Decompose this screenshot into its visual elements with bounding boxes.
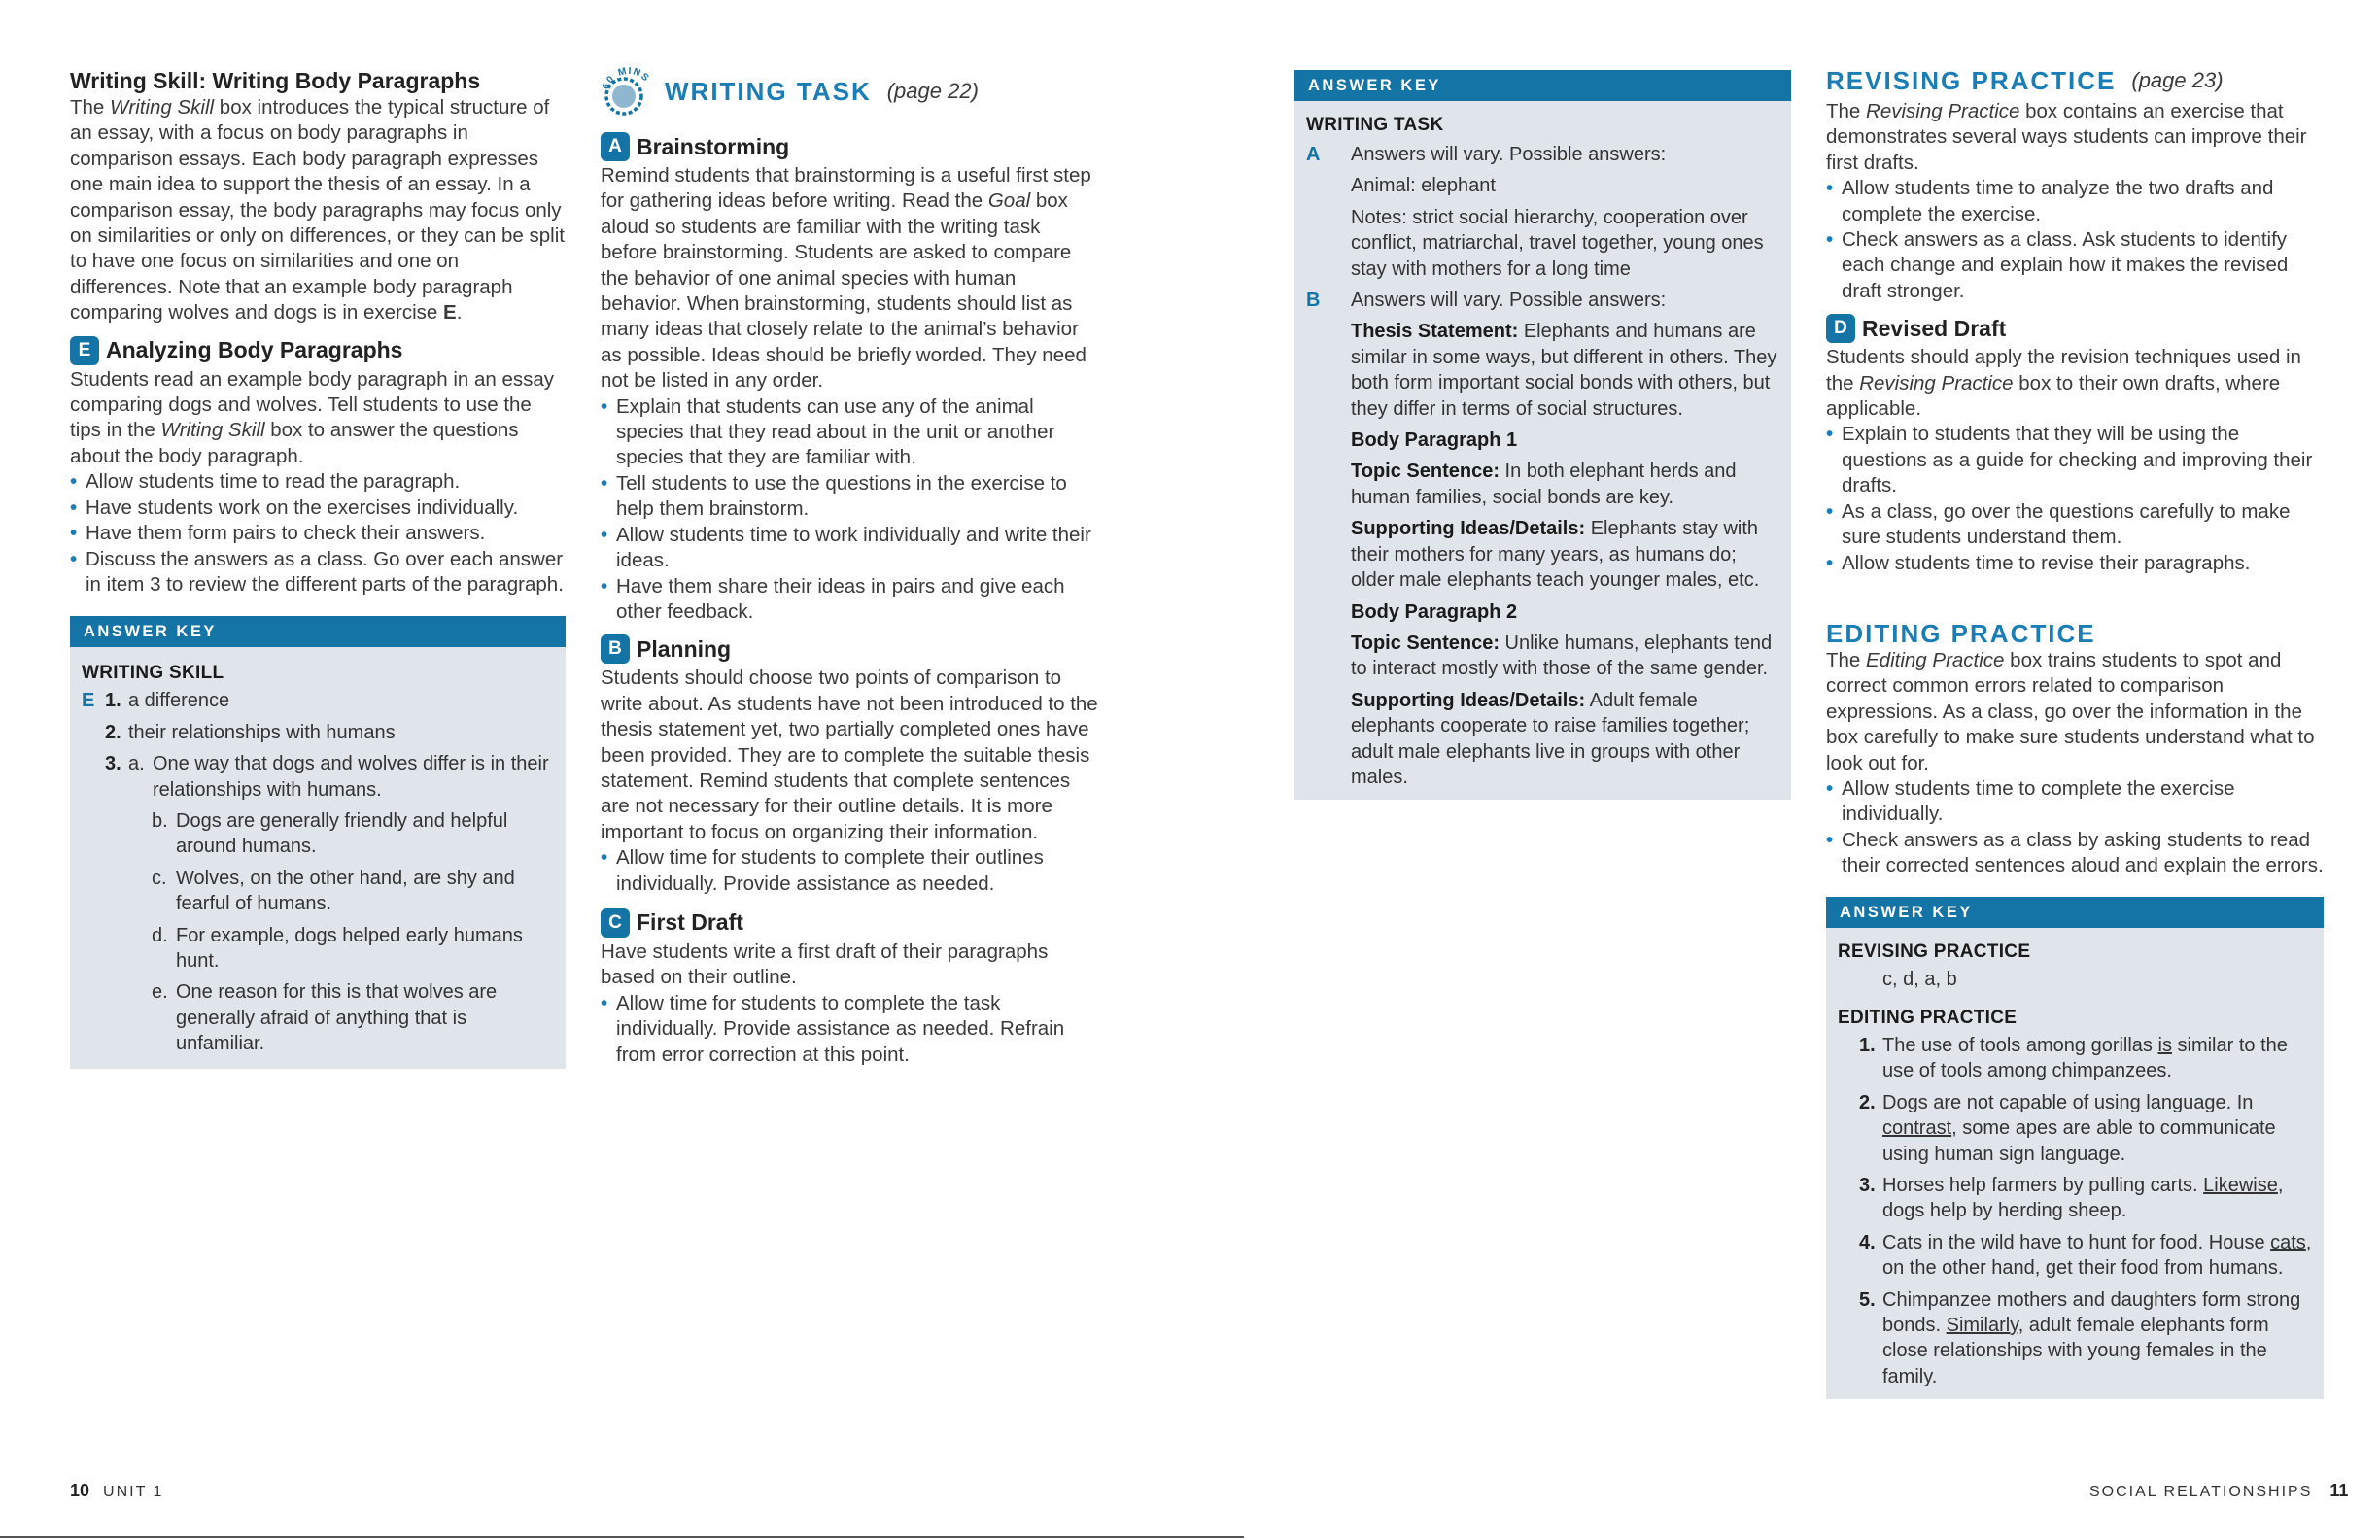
answer-text: their relationships with humans [128,721,396,743]
list-item: • Explain to students that they will be using the questions as a guide for checking and improving their drafts. [1826,422,2324,498]
section-c-text: Have students write a first draft of their paragraphs based on their outline. [601,940,1049,989]
answer-a-animal: Animal: elephant [1351,175,1496,197]
answer-text [1882,1090,2312,1167]
thesis-text: Elephants and humans are similar in some ways, but different in others. They both form important social bonds with others, but they differ in terms of social structures. [1351,321,1777,420]
answer-key-title: ANSWER KEY [1294,70,1791,101]
writing-skill-heading: Writing Skill: Writing Body Paragraphs [70,68,481,93]
editing-practice-title: EDITING PRACTICE [1826,618,2096,648]
editing-practice-text [1826,648,2324,776]
list-item: • Have them share their ideas in pairs and give each other feedback. [601,574,1098,626]
revising-practice-heading [1826,62,2324,99]
answer-num: 3. [105,753,121,775]
support-text: Adult female elephants cooperate to raise families together; adult male elephants live in groups with other males. [1351,689,1750,788]
section-c-bullets [601,991,1098,1068]
section-c-title: First Draft [637,909,743,936]
list-item: • Allow students time to read the paragraph. [70,469,566,495]
answer-key-writing-skill [70,616,566,1068]
intro-text-2: box introduces the typical structure of an essay, with a focus on body paragraphs in comparison essays. Each body paragraph expresses one main idea to support the thesis of an essay. In a comparison essay, the body paragraphs may focus only on similarities or only on differences, or they can be split to have one focus on similarities and one on differences. Note that an example body paragraph comparing wolves and dogs is in exercise [70,96,565,325]
list-item: • Discuss the answers as a class. Go over each answer in item 3 to review the different parts of the paragraph. [70,547,566,599]
far-right-column [1826,62,2324,1399]
section-e-text-em: Writing Skill [160,419,265,442]
answer-underlined: contrast [1882,1117,1952,1140]
topic-sentence-2 [1351,631,1779,682]
support-label: Supporting Ideas/Details: [1351,518,1586,540]
answer-text [1882,1033,2312,1084]
answer-underlined: cats [2270,1231,2306,1253]
revising-answer: c, d, a, b [1882,968,1957,990]
section-a-title: Brainstorming [637,133,790,159]
list-item: • Allow time for students to complete the task individually. Provide assistance as needed. Refrain from error correction at this point. [601,991,1098,1068]
list-item: • Allow time for students to complete their outlines individually. Provide assistance as needed. [601,845,1098,897]
answer-pre: Horses help farmers by pulling carts. [1882,1175,2204,1196]
support-label: Supporting Ideas/Details: [1351,689,1586,711]
intro-em: Writing Skill [110,96,215,119]
answer-underlined: Similarly [1946,1315,2018,1337]
list-item: • Allow students time to complete the exercise individually. [1826,776,2324,828]
answer-pre: The use of tools among gorillas [1882,1034,2158,1056]
section-b-heading [601,633,1098,666]
answer-key-title: ANSWER KEY [70,616,566,647]
clock-icon [601,60,657,122]
list-item: • Allow students time to analyze the two drafts and complete the exercise. [1826,176,2324,227]
timer-label: 60 MINS [601,65,652,91]
sub-text: Dogs are generally friendly and helpful around humans. [176,809,508,858]
answer-underlined: Likewise [2203,1175,2278,1196]
revising-practice-page: (page 23) [2131,68,2224,92]
answer-letter: E [82,690,95,712]
body-paragraph-2-label: Body Paragraph 2 [1351,600,1518,623]
writing-task-heading [601,60,1098,122]
writing-skill-intro [70,95,566,326]
revising-text-em: Revising Practice [1866,100,2020,122]
unit-label: UNIT 1 [103,1484,164,1500]
section-e-text [70,367,566,470]
answer-post: , adult female elephants form close relationships with young females in the family. [1882,1315,2269,1387]
sub-letter: b. [152,809,168,832]
section-a-bullets [601,394,1098,626]
editing-answer-1 [1838,1033,2312,1084]
answer-a [1306,142,1779,282]
intro-text: The [70,96,111,119]
sub-letter: a. [128,753,145,775]
sub-text: One way that dogs and wolves differ is in their relationships with humans. [153,753,549,801]
editing-answer-5 [1838,1287,2312,1390]
section-b-bullets [601,845,1098,897]
page-number-left: 10 [70,1481,90,1500]
answer-pre: Chimpanzee mothers and daughters form strong bonds. [1882,1288,2301,1337]
list-item: • Allow students time to work individually and write their ideas. [601,523,1098,574]
list-item: • Have them form pairs to check their answers. [70,521,566,546]
left-column [70,66,566,1069]
answer-text [1882,1173,2312,1224]
section-a-text [601,163,1098,394]
editing-text-em: Editing Practice [1866,648,2005,671]
section-d-text [1826,345,2324,422]
section-a-badge: A [601,132,630,161]
sub-letter: d. [152,924,168,946]
answer-text [1882,1230,2312,1282]
revising-section-label: REVISING PRACTICE [1838,941,2031,962]
answer-num: 3. [1859,1175,1876,1196]
section-d-title: Revised Draft [1862,315,2007,341]
answer-key-section: WRITING TASK [1306,115,1444,135]
section-d-heading [1826,312,2324,345]
answer-underlined: is [2157,1034,2172,1056]
editing-section-label: EDITING PRACTICE [1838,1007,2018,1028]
answer-row-1 [82,688,554,713]
thesis-label: Thesis Statement: [1351,321,1519,343]
middle-column [601,60,1098,1068]
topic-label: Topic Sentence: [1351,461,1500,483]
sub-answer [128,808,554,860]
answer-num: 1. [105,690,121,712]
answer-num: 4. [1859,1231,1876,1253]
section-d-text-em: Revising Practice [1859,371,2014,394]
timer-icon [601,60,657,122]
sub-answer [128,866,554,917]
section-d-badge: D [1826,314,1855,343]
section-d-bullets [1826,422,2324,575]
answer-text: a difference [128,690,230,712]
section-c-badge: C [601,908,630,938]
section-b-text: Students should choose two points of comparison to write about. As students have not been introduced to the thesis statement yet, two partially completed ones have been provided. They are to complete the suitable thesis statement. Remind students that complete sentences are not necessary for their outline details. It is more important to focus on organizing their information. [601,667,1098,843]
supporting-ideas-2 [1351,688,1779,791]
answer-a-notes: Notes: strict social hierarchy, cooperation over conflict, matriarchal, travel together, young ones stay with mothers for a long time [1351,206,1764,280]
section-a-text-1: Remind students that brainstorming is a useful first step for gathering ideas before writing. Read the [601,164,1091,213]
answer-post: , dogs help by herding sheep. [1882,1175,2284,1222]
answer-key-title: ANSWER KEY [1826,897,2324,928]
support-text: Elephants stay with their mothers for many years, as humans do; older male elephants teach younger males, etc. [1351,518,1760,592]
sub-answer [128,979,554,1056]
answer-num: 2. [1859,1091,1876,1113]
answer-text [1882,1287,2312,1390]
answer-pre: Cats in the wild have to hunt for food. House [1882,1231,2271,1253]
section-b-title: Planning [637,635,732,662]
editing-answer-4 [1838,1230,2312,1282]
topic-sentence-1 [1351,459,1779,510]
section-e-badge: E [70,336,99,365]
list-item: • Check answers as a class. Ask students to identify each change and explain how it makes the revised draft stronger. [1826,227,2324,304]
answer-b [1306,288,1779,790]
sub-letter: e. [152,981,168,1004]
revising-bullets [1826,176,2324,304]
editing-answer-2 [1838,1090,2312,1167]
answer-num: 5. [1859,1288,1876,1311]
section-d-text-2: box to their own drafts, where applicable. [1826,371,2281,421]
topic-text: In both elephant herds and human families, social bonds are key. [1351,461,1737,508]
section-e-text-1: Students read an example body paragraph in an essay comparing dogs and wolves. Tell students to use the tips in the [70,367,555,442]
section-a-text-em: Goal [987,189,1031,213]
section-b-badge: B [601,634,630,664]
list-item: • Tell students to use the questions in the exercise to help them brainstorm. [601,471,1098,523]
list-item: • Explain that students can use any of the animal species that they read about in the unit or another species that they are familiar with. [601,394,1098,471]
footer-right [2089,1481,2348,1501]
answer-pre: Dogs are not capable of using language. In [1882,1091,2254,1113]
editing-text-1: The [1826,648,1867,671]
list-item: • Check answers as a class by asking students to read their corrected sentences aloud and explain the errors. [1826,828,2324,879]
writing-task-page: (page 22) [886,79,979,103]
revising-practice-text [1826,99,2324,176]
answer-letter: B [1306,290,1321,312]
section-c-heading [601,907,1098,940]
page-bottom-rule [0,1536,1244,1538]
body-paragraph-1-label: Body Paragraph 1 [1351,429,1518,452]
section-a-heading [601,130,1098,163]
sub-text: For example, dogs helped early humans hunt. [176,924,523,972]
answer-row-2 [82,720,554,745]
answer-b-line: Answers will vary. Possible answers: [1351,290,1667,312]
section-d-text-1: Students should apply the revision techniques used in the [1826,346,2301,394]
answer-num: 2. [105,721,121,743]
sub-answer [128,751,554,803]
sub-text: Wolves, on the other hand, are shy and fearful of humans. [176,867,515,915]
answer-key-writing-task [1294,70,1791,800]
revising-text-2: box contains an exercise that demonstrates several ways students can improve their first drafts. [1826,100,2307,174]
topic-text: Unlike humans, elephants tend to interact mostly with those of the same gender. [1351,632,1773,680]
footer-left [70,1481,163,1501]
editing-answer-3 [1838,1173,2312,1224]
answer-key-section: WRITING SKILL [82,663,224,684]
intro-bold: E [443,301,457,325]
answer-post: similar to the use of tools among chimpanzees. [1882,1034,2288,1082]
list-item: • Have students work on the exercises individually. [70,496,566,521]
section-e-heading [70,334,566,367]
sub-answer [128,923,554,975]
sub-letter: c. [152,867,167,889]
list-item: • Allow students time to revise their paragraphs. [1826,551,2324,576]
list-item: • As a class, go over the questions carefully to make sure students understand them. [1826,499,2324,551]
revising-text-1: The [1826,100,1867,122]
editing-bullets [1826,776,2324,879]
section-e-bullets [70,469,566,598]
chapter-label: SOCIAL RELATIONSHIPS [2089,1484,2313,1500]
section-e-text-2: box to answer the questions about the body paragraph. [70,419,519,467]
sub-text: One reason for this is that wolves are generally afraid of anything that is unfamiliar. [176,981,498,1055]
section-e-title: Analyzing Body Paragraphs [106,337,403,363]
thesis-statement [1351,319,1779,422]
supporting-ideas-1 [1351,516,1779,593]
answer-post: , on the other hand, get their food from humans. [1882,1231,2312,1280]
writing-task-title: WRITING TASK [665,76,872,106]
page-number-right: 11 [2329,1481,2349,1500]
topic-label: Topic Sentence: [1351,632,1500,654]
answer-key-revising-editing [1826,897,2324,1400]
answer-letter: A [1306,144,1321,165]
revising-practice-title: REVISING PRACTICE [1826,65,2117,95]
section-a-text-2: box aloud so students are familiar with the writing task before brainstorming. Students are asked to compare the behavior of one animal species with human behavior. When brainstorming, students should list as many ideas that closely relate to the animal’s behavior as possible. Ideas should be briefly worded. They need not be listed in any order. [601,189,1087,393]
answer-num: 1. [1859,1034,1876,1056]
intro-end: . [456,301,463,325]
editing-text-2: box trains students to spot and correct common errors related to comparison expressions. As a class, go over the information in the box carefully to make sure students understand what to look out for. [1826,648,2315,774]
answer-a-line: Answers will vary. Possible answers: [1351,144,1667,165]
answer-row-3 [82,751,554,1056]
answer-post: , some apes are able to communicate using human sign language. [1882,1117,2276,1165]
